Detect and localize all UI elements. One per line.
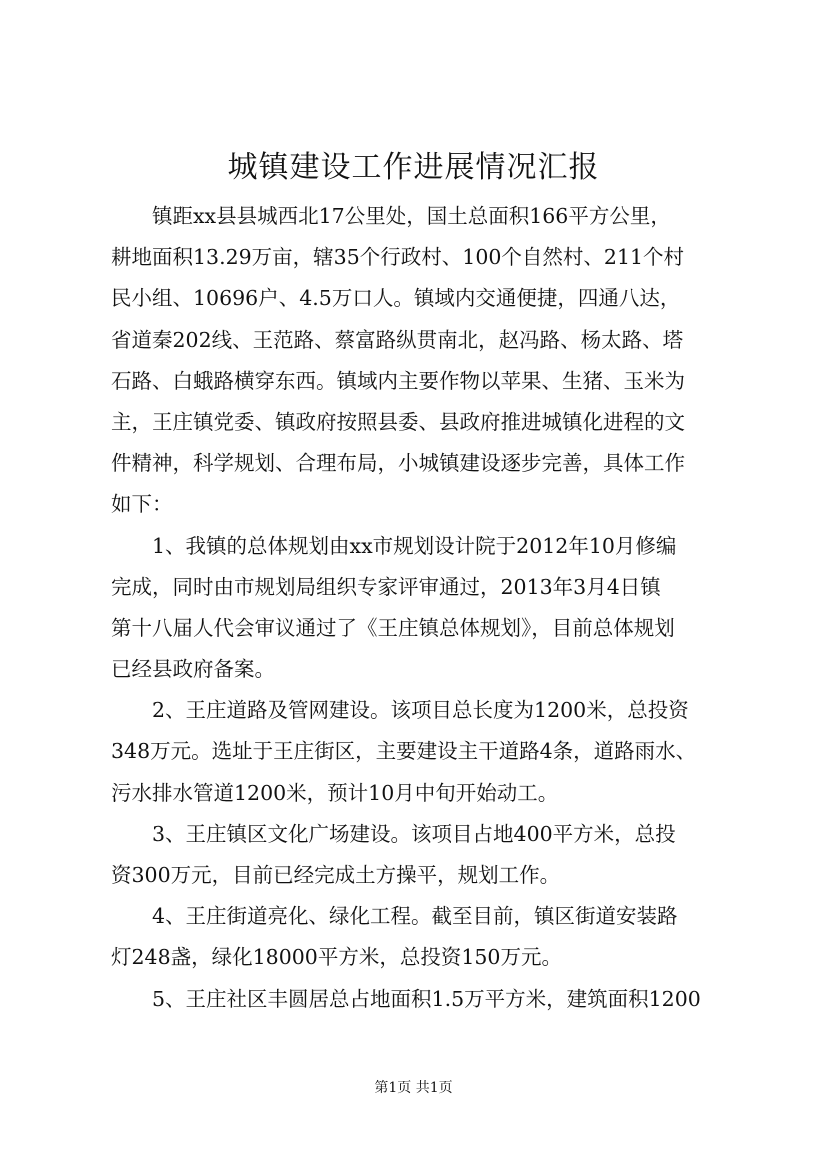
text-line: 4、王庄街道亮化、绿化工程。截至目前，镇区街道安装路: [152, 904, 678, 929]
text-line: 已经县政府备案。: [111, 657, 275, 682]
paragraph-item-1: [111, 526, 729, 691]
text-line: 如下：: [111, 492, 173, 517]
text-line: 完成，同时由市规划局组织专家评审通过，2013年3月4日镇: [111, 574, 661, 599]
text-line: 主，王庄镇党委、镇政府按照县委、县政府推进城镇化进程的文: [111, 409, 685, 434]
paragraph-item-2: [111, 690, 729, 814]
paragraph-item-4: [111, 896, 729, 978]
text-line: 耕地面积13.29万亩，辖35个行政村、100个自然村、211个村: [111, 245, 685, 270]
document-title: 城镇建设工作进展情况汇报: [227, 150, 600, 185]
text-line: 镇距xx县县城西北17公里处，国土总面积166平方公里，: [152, 204, 671, 228]
text-line: 件精神，科学规划、合理布局，小城镇建设逐步完善，具体工作: [111, 451, 685, 476]
text-line: 348万元。选址于王庄街区，主要建设主干道路4条，道路雨水、: [111, 739, 697, 764]
paragraph-intro: [111, 196, 729, 526]
document-body: [111, 196, 729, 1020]
text-line: 灯248盏，绿化18000平方米，总投资150万元。: [111, 945, 562, 970]
text-line: 石路、白蛾路横穿东西。镇域内主要作物以苹果、生猪、玉米为: [111, 368, 685, 393]
text-line: 第十八届人代会审议通过了《王庄镇总体规划》，目前总体规划: [111, 615, 675, 640]
text-line: 1、我镇的总体规划由xx市规划设计院于2012年10月修编: [152, 533, 677, 558]
page-footer: 第1页 共1页: [374, 1080, 453, 1096]
text-line: 2、王庄道路及管网建设。该项目总长度为1200米，总投资: [152, 698, 689, 723]
paragraph-item-3: [111, 814, 729, 896]
text-line: 资300万元，目前已经完成土方操平，规划工作。: [111, 863, 561, 887]
paragraph-item-5: [111, 979, 729, 1020]
text-line: 3、王庄镇区文化广场建设。该项目占地400平方米，总投: [152, 821, 676, 846]
text-line: 民小组、10696户、4.5万口人。镇域内交通便捷，四通八达，: [111, 286, 681, 311]
text-line: 污水排水管道1200米，预计10月中旬开始动工。: [111, 780, 559, 805]
text-line: 省道秦202线、王范路、蔡富路纵贯南北，赵冯路、杨太路、塔: [111, 327, 684, 352]
text-line: 5、王庄社区丰圆居总占地面积1.5万平方米，建筑面积1200: [152, 986, 701, 1011]
